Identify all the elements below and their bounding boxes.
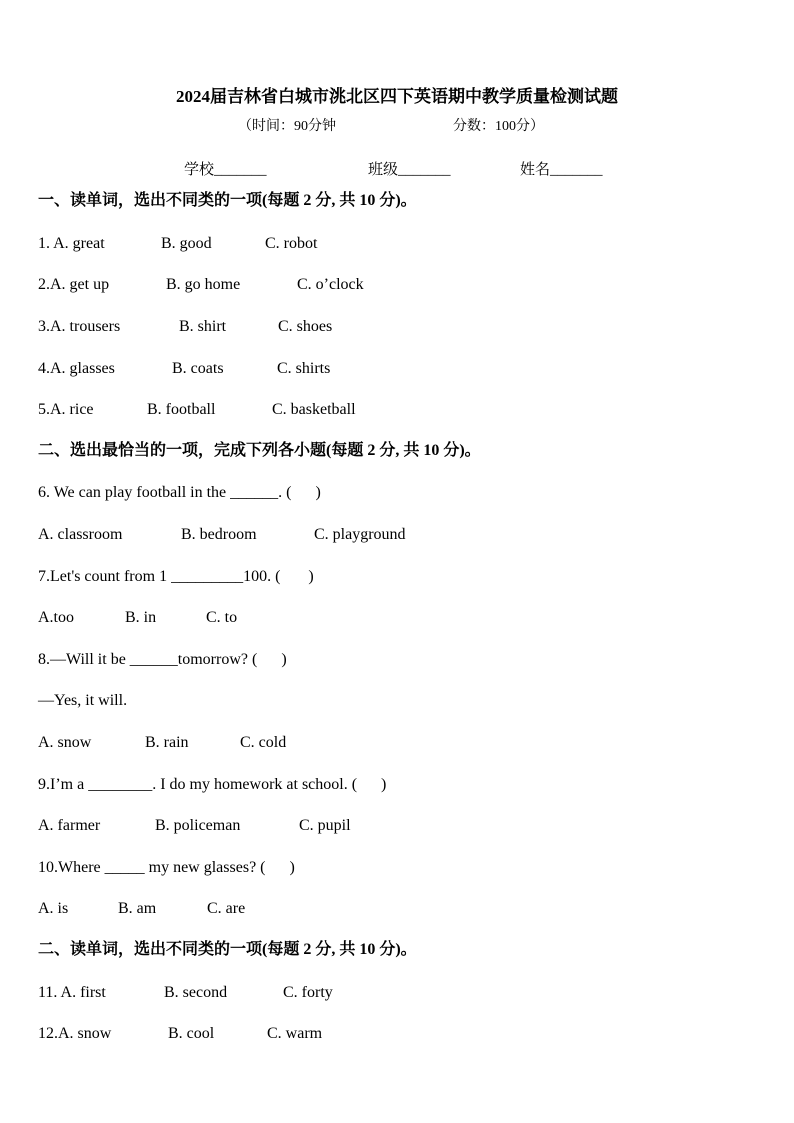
question-9-option-c: C. pupil	[299, 817, 351, 834]
question-6-stem: 6. We can play football in the ______. ( )	[38, 484, 321, 501]
question-12-option-a: 12.A. snow	[38, 1025, 112, 1042]
question-10-option-a: A. is	[38, 900, 69, 917]
question-7-option-b: B. in	[125, 609, 157, 626]
question-5-option-c: C. basketball	[272, 401, 356, 418]
question-10-stem: 10.Where _____ my new glasses? ( )	[38, 859, 295, 876]
question-6-option-b: B. bedroom	[181, 526, 257, 543]
question-4-option-c: C. shirts	[277, 360, 331, 377]
question-8-option-b: B. rain	[145, 734, 189, 751]
question-12-option-c: C. warm	[267, 1025, 323, 1042]
question-1-option-b: B. good	[161, 235, 212, 252]
question-9-option-a: A. farmer	[38, 817, 101, 834]
section-heading: 二、读单词，选出不同类的一项(每题 2 分, 共 10 分)。	[38, 941, 417, 958]
question-4-option-b: B. coats	[172, 360, 224, 377]
question-11-option-b: B. second	[164, 984, 228, 1001]
page-title: 2024届吉林省白城市洮北区四下英语期中教学质量检测试题	[176, 87, 618, 106]
question-9-option-b: B. policeman	[155, 817, 241, 834]
name-field: 姓名_______	[520, 162, 603, 178]
question-10-option-b: B. am	[118, 900, 157, 917]
question-3-option-b: B. shirt	[179, 318, 227, 335]
section-heading: 二、选出最恰当的一项，完成下列各小题(每题 2 分, 共 10 分)。	[38, 442, 481, 459]
question-3-option-a: 3.A. trousers	[38, 318, 121, 335]
question-7-stem: 7.Let's count from 1 _________100. ( )	[38, 568, 314, 585]
question-7-option-a: A.too	[38, 609, 74, 626]
question-6-option-a: A. classroom	[38, 526, 123, 543]
exam-time: （时间：90分钟	[238, 119, 336, 134]
question-7-option-c: C. to	[206, 609, 238, 626]
exam-score: 分数：100分）	[453, 119, 544, 134]
question-4-option-a: 4.A. glasses	[38, 360, 115, 377]
question-11-option-a: 11. A. first	[38, 984, 106, 1001]
question-5-option-a: 5.A. rice	[38, 401, 94, 418]
question-8-reply: —Yes, it will.	[38, 692, 128, 709]
question-10-option-c: C. are	[207, 900, 246, 917]
class-field: 班级_______	[368, 162, 451, 178]
question-2-option-c: C. o’clock	[297, 276, 364, 293]
question-11-option-c: C. forty	[283, 984, 333, 1001]
question-8-option-c: C. cold	[240, 734, 287, 751]
question-8-stem: 8.—Will it be ______tomorrow? ( )	[38, 651, 287, 668]
question-1-option-a: 1. A. great	[38, 235, 105, 252]
question-1-option-c: C. robot	[265, 235, 318, 252]
question-3-option-c: C. shoes	[278, 318, 333, 335]
school-field: 学校_______	[184, 162, 267, 178]
question-8-option-a: A. snow	[38, 734, 92, 751]
question-5-option-b: B. football	[147, 401, 216, 418]
question-9-stem: 9.I’m a ________. I do my homework at school. ( )	[38, 776, 387, 793]
section-heading: 一、读单词，选出不同类的一项(每题 2 分, 共 10 分)。	[38, 192, 417, 209]
question-12-option-b: B. cool	[168, 1025, 215, 1042]
question-2-option-a: 2.A. get up	[38, 276, 110, 293]
question-2-option-b: B. go home	[166, 276, 241, 293]
question-6-option-c: C. playground	[314, 526, 406, 543]
